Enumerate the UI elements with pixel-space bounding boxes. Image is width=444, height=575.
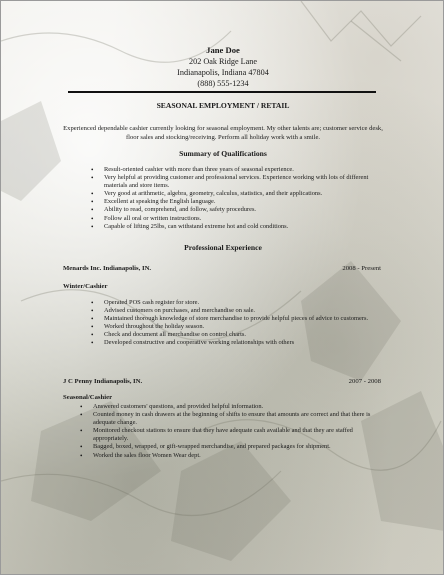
list-item: • Ability to read, comprehend, and follow, safety procedures. bbox=[91, 206, 387, 214]
job-2-dates: 2007 - 2008 bbox=[348, 378, 381, 385]
street-address: 202 Oak Ridge Lane bbox=[189, 57, 257, 66]
list-item: • Bagged, boxed, wrapped, or gift-wrapped merchandise, and prepared packages for shipment. bbox=[80, 443, 386, 451]
job-1-dates: 2008 - Present bbox=[342, 265, 381, 272]
job-2-role: Seasonal/Cashier bbox=[63, 394, 113, 401]
list-item: • Result-oriented cashier with more than three years of seasonal experience. bbox=[91, 166, 387, 174]
job-1-duties bbox=[91, 299, 387, 348]
job-1-employer: Menards Inc. Indianapolis, IN. bbox=[63, 265, 152, 272]
list-item: • Operated POS cash register for store. bbox=[91, 299, 387, 307]
job-1-role: Winter/Cashier bbox=[63, 283, 108, 290]
qualifications-heading: Summary of Qualifications bbox=[179, 149, 267, 158]
applicant-name: Jane Doe bbox=[206, 45, 240, 55]
resume-title: SEASONAL EMPLOYMENT / RETAIL bbox=[156, 101, 290, 110]
city-state-zip: Indianapolis, Indiana 47804 bbox=[177, 68, 269, 77]
list-item: • Capable of lifting 25lbs, can withstand extreme hot and cold conditions. bbox=[91, 223, 387, 231]
list-item: • Counted money in cash drawers at the beginning of shifts to ensure that amounts are correct and that there is adequate change. bbox=[80, 411, 386, 427]
list-item: • Very helpful at providing customer and professional services. Experience working with lots of different materials and store items. bbox=[91, 174, 387, 190]
list-item: • Monitored checkout stations to ensure that they have adequate cash available and that they are staffed appropriately. bbox=[80, 427, 386, 443]
experience-heading: Professional Experience bbox=[184, 243, 262, 252]
contact-header bbox=[1, 45, 444, 89]
phone-number: (888) 555-1234 bbox=[197, 79, 249, 88]
qualifications-list bbox=[91, 166, 387, 231]
list-item: • Answered customers' questions, and provided helpful information. bbox=[80, 403, 386, 411]
list-item: • Worked the sales floor Women Wear dept. bbox=[80, 452, 386, 460]
job-2-duties bbox=[80, 403, 386, 460]
list-item: • Very good at arithmetic, algebra, geometry, calculus, statistics, and their applications. bbox=[91, 190, 387, 198]
list-item: • Check and document all merchandise on control charts. bbox=[91, 331, 387, 339]
list-item: • Advised customers on purchases, and merchandise on sale. bbox=[91, 307, 387, 315]
job-2-employer: J C Penny Indianapolis, IN. bbox=[63, 378, 143, 385]
job-2-header bbox=[63, 378, 381, 385]
header-divider bbox=[68, 91, 376, 93]
list-item: • Follow all oral or written instructions. bbox=[91, 215, 387, 223]
job-1-header bbox=[63, 265, 381, 272]
list-item: • Developed constructive and cooperative working relationships with others bbox=[91, 339, 387, 347]
list-item: • Worked throughout the holiday season. bbox=[91, 323, 387, 331]
list-item: • Excellent at speaking the English language. bbox=[91, 198, 387, 206]
list-item: • Maintained thorough knowledge of store merchandise to provide helpful pieces of advice to customers. bbox=[91, 315, 387, 323]
objective-text: Experienced dependable cashier currently looking for seasonal employment. My other talents are; customer service desk, floor sales and stocking/receiving. Perform all holiday work with a smile. bbox=[63, 125, 383, 141]
